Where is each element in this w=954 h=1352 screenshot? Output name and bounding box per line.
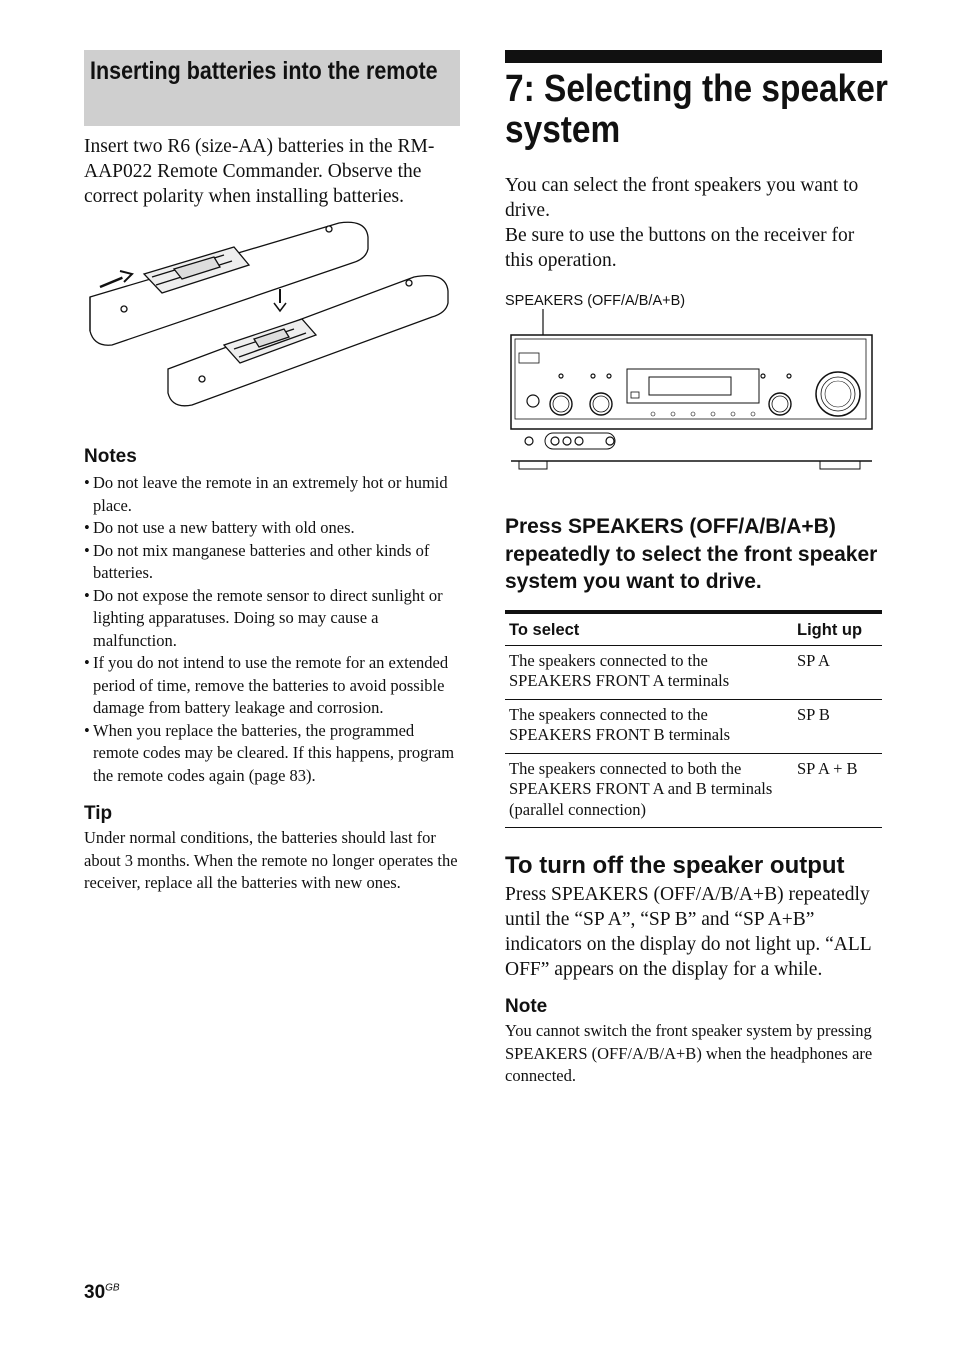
page-number — [84, 1282, 120, 1304]
table-row — [505, 699, 882, 753]
note-item: • Do not use a new battery with old ones. — [84, 517, 460, 540]
note-item: • Do not mix manganese batteries and other kinds of batteries. — [84, 540, 460, 585]
tip-text: Under normal conditions, the batteries should last for about 3 months. When the remote no longer operates the receiver, replace all the batteries with new ones. — [84, 828, 458, 892]
turnoff-heading: To turn off the speaker output — [505, 852, 845, 879]
selection-table — [505, 610, 882, 829]
table-cell: The speakers connected to the SPEAKERS FRONT A terminals — [505, 645, 793, 699]
remote-battery-illustration — [84, 219, 460, 419]
receiver-front-panel-illustration — [505, 309, 882, 484]
note-item: • Do not expose the remote sensor to direct sunlight or lighting apparatuses. Doing so may cause a malfunction. — [84, 585, 460, 653]
note-item: • Do not leave the remote in an extremely hot or humid place. — [84, 472, 460, 517]
note-text: You cannot switch the front speaker system by pressing SPEAKERS (OFF/A/B/A+B) when the headphones are connected. — [505, 1021, 873, 1085]
title-rule — [505, 50, 882, 63]
note-heading: Note — [505, 996, 548, 1017]
turnoff-text: Press SPEAKERS (OFF/A/B/A+B) repeatedly until the “SP A”, “SP B” and “SP A+B” indicators on the display do not light up. “ALL OFF” appears on the display for a while. — [505, 884, 871, 980]
speaker-intro: You can select the front speakers you want to drive. Be sure to use the buttons on the receiver for this operation. — [505, 175, 859, 271]
table-cell: The speakers connected to both the SPEAKERS FRONT A and B terminals (parallel connection) — [505, 753, 793, 828]
note-item: • If you do not intend to use the remote for an extended period of time, remove the batteries to avoid possible damage from battery leakage and corrosion. — [84, 652, 460, 720]
speakers-button-label: SPEAKERS (OFF/A/B/A+B) — [505, 293, 686, 309]
section-heading-box — [84, 50, 460, 126]
tip-heading: Tip — [84, 803, 113, 824]
table-row — [505, 753, 882, 828]
page-number-value: 30 — [84, 1282, 106, 1303]
notes-list — [84, 472, 460, 787]
page-title-text: 7: Selecting the speaker system — [505, 68, 888, 151]
right-column — [505, 50, 888, 1088]
table-row — [505, 645, 882, 699]
notes-heading: Notes — [84, 446, 137, 467]
step-instruction: Press SPEAKERS (OFF/A/B/A+B) repeatedly to select the front speaker system you want to drive. — [505, 515, 878, 593]
table-cell: SP A + B — [793, 753, 882, 828]
table-cell: The speakers connected to the SPEAKERS FRONT B terminals — [505, 699, 793, 753]
table-cell: SP A — [793, 645, 882, 699]
table-header-light-up: Light up — [793, 612, 882, 646]
left-column — [84, 50, 460, 895]
note-item: • When you replace the batteries, the programmed remote codes may be cleared. If this happens, program the remote codes again (page 83). — [84, 720, 460, 788]
battery-intro: Insert two R6 (size-AA) batteries in the RM-AAP022 Remote Commander. Observe the correct polarity when installing batteries. — [84, 136, 435, 207]
page-title — [505, 68, 888, 151]
section-title: Inserting batteries into the remote — [90, 57, 438, 85]
table-cell: SP B — [793, 699, 882, 753]
page-number-suffix: GB — [105, 1282, 120, 1294]
table-header-to-select: To select — [505, 612, 793, 646]
